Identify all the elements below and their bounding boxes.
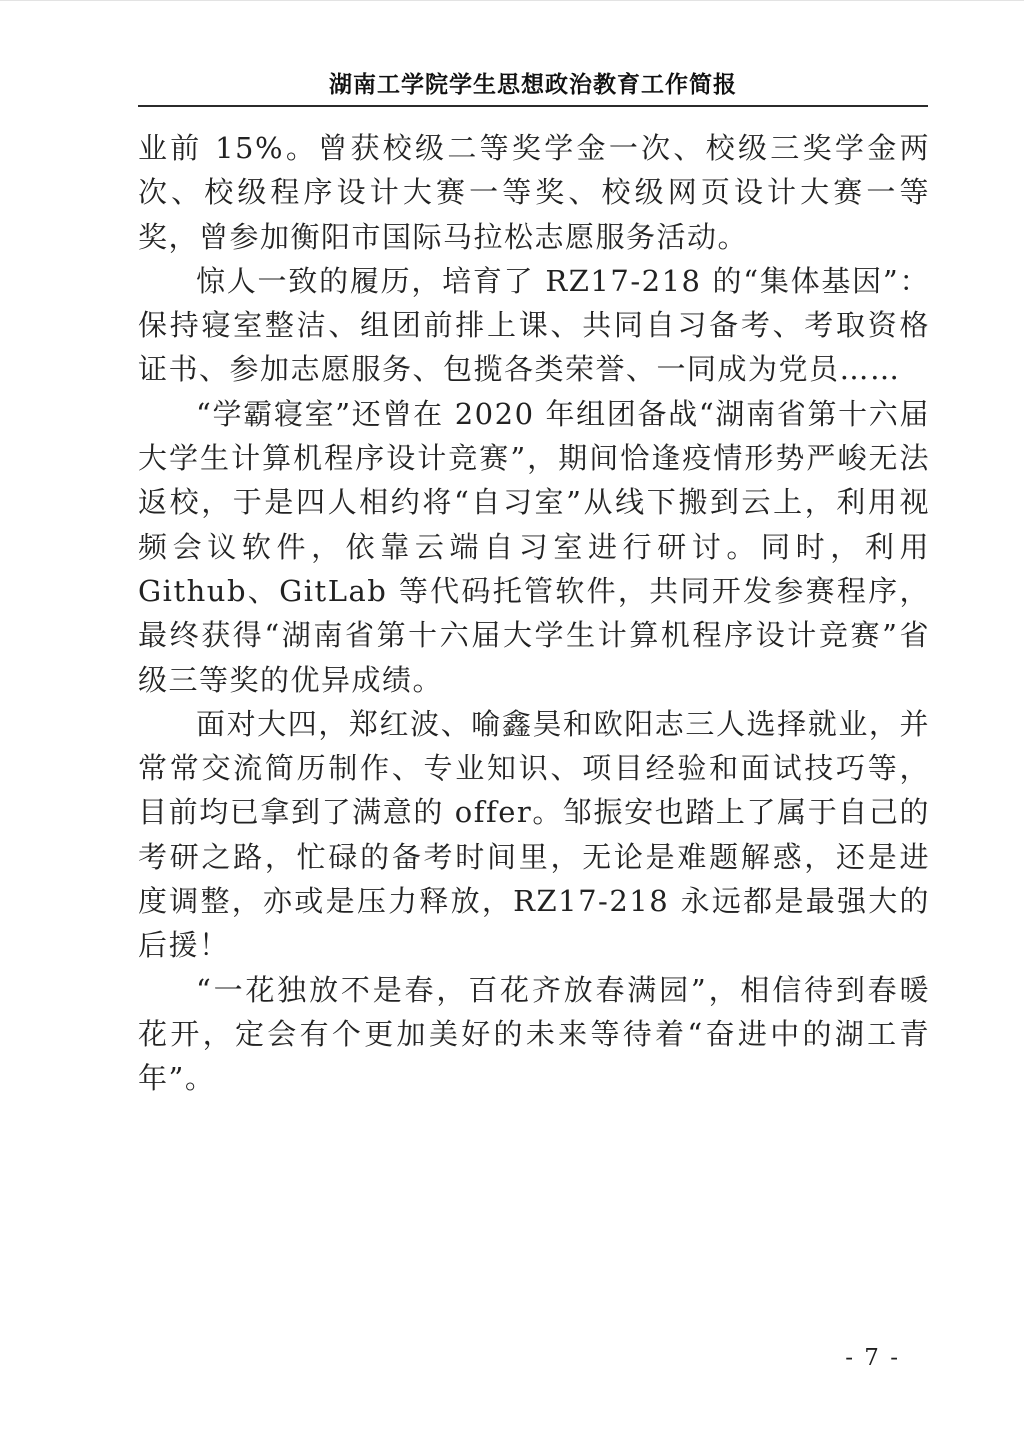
page-header (138, 71, 928, 107)
page-number: - 7 - (845, 1345, 900, 1371)
paragraph: “一花独放不是春，百花齐放春满园”，相信待到春暖花开，定会有个更加美好的未来等待着“奋进中的湖工青年”。 (138, 972, 930, 1096)
paragraph: 业前 15%。曾获校级二等奖学金一次、校级三奖学金两次、校级程序设计大赛一等奖、校级网页设计大赛一等奖，曾参加衡阳市国际马拉松志愿服务活动。 (138, 131, 930, 254)
header-title: 湖南工学院学生思想政治教育工作简报 (329, 71, 737, 97)
document-body (138, 126, 930, 1101)
paragraph: “学霸寝室”还曾在 2020 年组团备战“湖南省第十六届大学生计算机程序设计竞赛”，期间恰逢疫情形势严峻无法返校，于是四人相约将“自习室”从线下搬到云上，利用视频会议软件，依靠云端自习室进行研讨。同时，利用 Github、GitLab 等代码托管软件，共同开发参赛程序，最终获得“湖南省第十六届大学生计算机程序设计竞赛”省级三等奖的优异成绩。 (138, 396, 930, 697)
paragraph: 惊人一致的履历，培育了 RZ17-218 的“集体基因”：保持寝室整洁、组团前排上课、共同自习备考、考取资格证书、参加志愿服务、包揽各类荣誉、一同成为党员…… (138, 263, 930, 387)
paragraph: 面对大四，郑红波、喻鑫昊和欧阳志三人选择就业，并常常交流简历制作、专业知识、项目经验和面试技巧等，目前均已拿到了满意的 offer。邹振安也踏上了属于自己的考研之路，忙碌的备考时间里，无论是难题解惑，还是进度调整，亦或是压力释放，RZ17-218 永远都是最强大的后援！ (138, 706, 930, 963)
